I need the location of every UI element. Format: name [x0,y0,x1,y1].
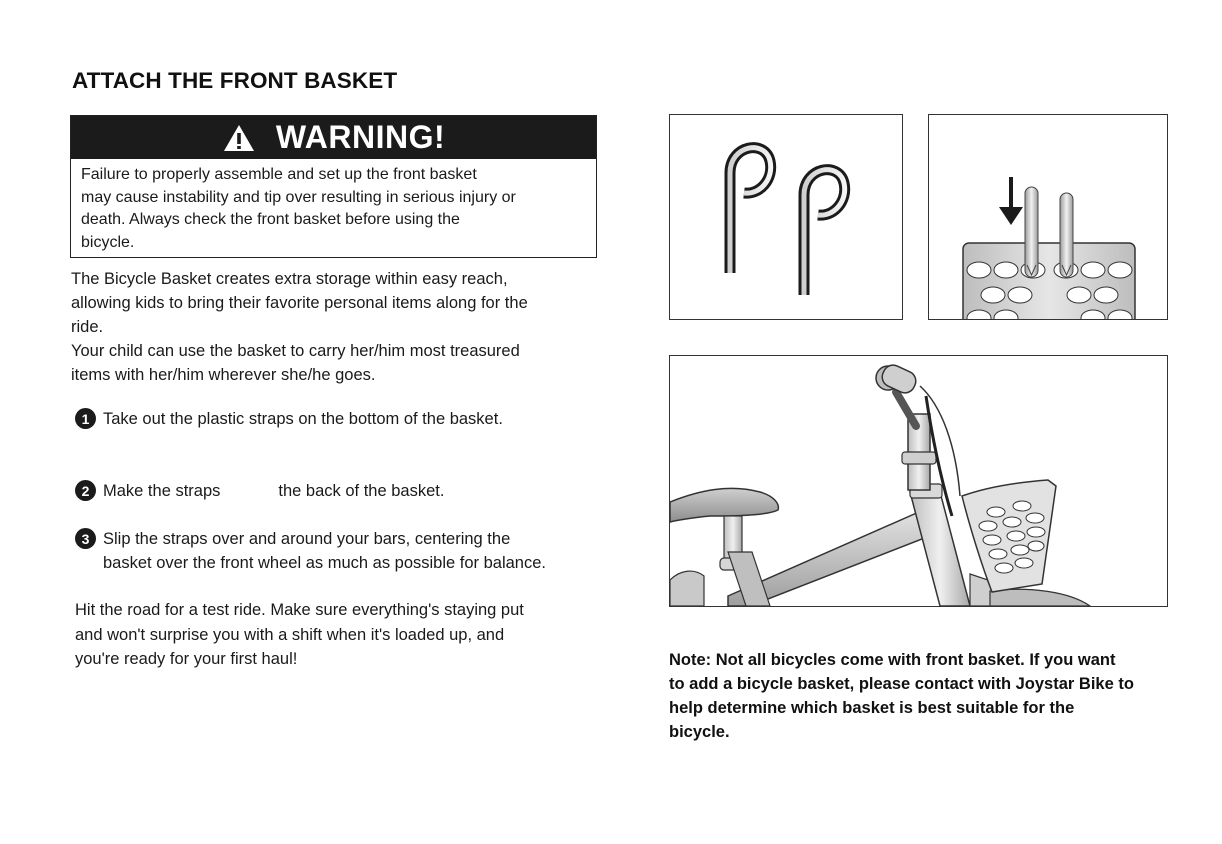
intro-line: allowing kids to bring their favorite personal items along for the [71,294,528,312]
closing-text [75,598,605,672]
warning-line: may cause instability and tip over resulting in serious injury or [81,188,516,206]
intro-line: The Bicycle Basket creates extra storage within easy reach, [71,270,508,288]
note-line: help determine which basket is best suitable for the [669,699,1075,717]
strap-insertion-illustration [928,114,1168,320]
warning-title: WARNING! [275,119,446,155]
bike-seat-shape [670,488,778,570]
step-number-badge: 3 [75,528,96,549]
strap-pin-left [1025,187,1038,277]
step-line: Slip the straps over and around your bars, centering the [103,530,511,548]
step-line: basket over the front wheel as much as possible for balance. [103,554,546,572]
note-line: bicycle. [669,723,730,741]
warning-triangle-icon [222,123,256,153]
strap-left-shape [730,148,771,273]
step-number-badge: 1 [75,408,96,429]
step-1 [75,407,503,431]
intro-text [71,267,611,387]
step-text-after: the back of the basket. [278,482,445,500]
step-number-badge: 2 [75,480,96,501]
note-text [669,648,1169,744]
intro-line: items with her/him wherever she/he goes. [71,366,376,384]
intro-line: ride. [71,318,104,336]
page-title: ATTACH THE FRONT BASKET [72,68,398,93]
warning-text [71,159,596,254]
warning-line: Failure to properly assemble and set up the front basket [81,166,477,183]
note-line: Note: Not all bicycles come with front basket. If you want [669,651,1116,669]
step-text: Take out the plastic straps on the bottom of the basket. [103,410,503,428]
note-line: to add a bicycle basket, please contact with Joystar Bike to [669,675,1134,693]
step-text [103,527,603,575]
closing-line: Hit the road for a test ride. Make sure everything's staying put [75,601,524,619]
warning-line: bicycle. [81,233,135,251]
closing-line: you're ready for your first haul! [75,650,298,668]
warning-header [71,116,596,159]
warning-box [70,115,597,258]
intro-line: Your child can use the basket to carry her/him most treasured [71,342,520,360]
plastic-straps-illustration [669,114,903,320]
step-text-before: Make the straps [103,482,221,500]
strap-pin-right [1060,193,1073,277]
bicycle-with-basket-illustration [669,355,1168,607]
basket-panel-shape [963,243,1135,319]
front-basket-shape [962,480,1056,592]
warning-line: death. Always check the front basket before using the [81,211,460,228]
step-2 [75,479,444,503]
down-arrow-icon [999,177,1023,225]
strap-right-shape [804,170,845,295]
rear-wheel-shape [670,571,704,606]
step-3 [75,527,603,575]
closing-line: and won't surprise you with a shift when it's loaded up, and [75,625,505,644]
